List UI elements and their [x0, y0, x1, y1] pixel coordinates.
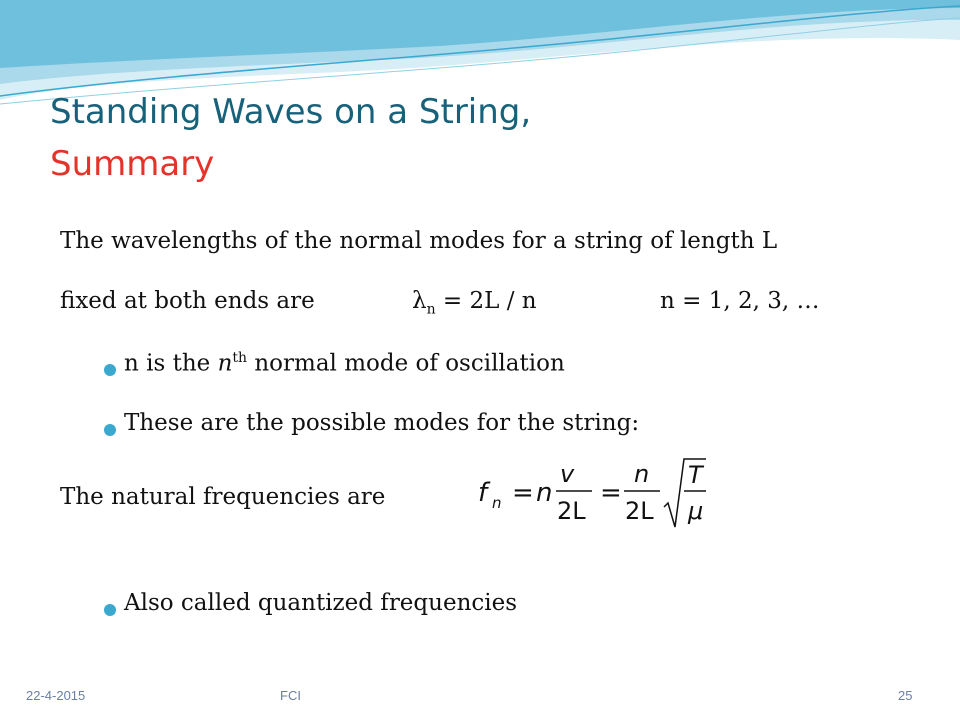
lambda-symbol: λ: [412, 288, 427, 314]
lambda-subscript: n: [426, 301, 436, 318]
formula-2L-2: 2L: [625, 497, 654, 525]
bullet1-text-a: n is the: [124, 350, 218, 377]
lambda-expression: [412, 288, 537, 318]
formula-f: f: [478, 478, 488, 508]
formula-v: v: [560, 460, 575, 488]
formula-T: T: [688, 461, 703, 489]
frequency-formula: [470, 455, 720, 535]
bullet-possible-modes: These are the possible modes for the string:: [124, 410, 640, 436]
formula-equals-2: =: [600, 478, 622, 508]
n-values: n = 1, 2, 3, …: [660, 288, 820, 314]
bullet-dot: [104, 424, 116, 436]
footer-org: FCI: [280, 688, 301, 703]
bullet1-text-b: normal mode of oscillation: [247, 350, 565, 377]
formula-equals-1: =: [512, 478, 534, 508]
bullet1-n-italic: n: [217, 350, 233, 377]
formula-subscript-n: n: [492, 494, 502, 512]
natural-frequencies-text: The natural frequencies are: [60, 484, 386, 510]
formula-n-1: n: [536, 478, 553, 508]
formula-mu: μ: [688, 497, 704, 525]
slide-title: [50, 86, 910, 190]
bullet1-superscript: th: [232, 350, 248, 366]
footer-page-number: 25: [898, 688, 913, 703]
formula-2L-1: 2L: [557, 497, 586, 525]
bullet-normal-mode: [124, 350, 565, 377]
footer-date: 22-4-2015: [26, 688, 86, 703]
bullet-dot: [104, 364, 116, 376]
wavelength-text-line2: [60, 288, 315, 314]
lambda-expr: = 2L / n: [435, 288, 537, 314]
wavelength-text-line1: The wavelengths of the normal modes for a string of length L: [60, 228, 778, 254]
bullet-quantized: Also called quantized frequencies: [124, 590, 518, 616]
formula-n-2: n: [634, 460, 650, 488]
slide-title-line2: Summary: [50, 144, 215, 184]
slide-title-line1: Standing Waves on a String,: [50, 92, 532, 132]
wavelength-prefix: fixed at both ends are: [60, 288, 315, 314]
bullet-dot: [104, 604, 116, 616]
